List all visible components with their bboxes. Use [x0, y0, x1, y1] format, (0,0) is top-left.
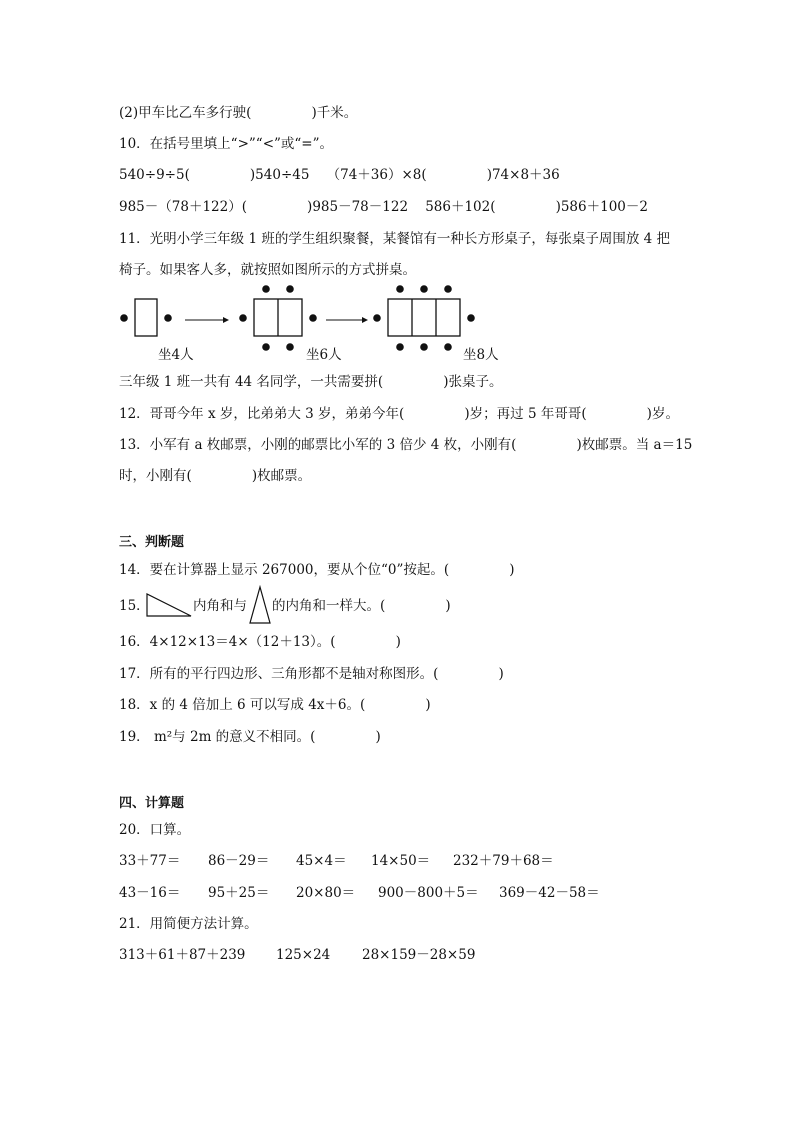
- caption-8: 坐8人: [463, 347, 499, 363]
- q17: 17．所有的平行四边形、三角形都不是轴对称图形。( ): [119, 666, 504, 682]
- simplify-item: 313＋61＋87＋239: [119, 947, 246, 963]
- chair-dot: [444, 285, 452, 293]
- q11-line1: 11．光明小学三年级 1 班的学生组织聚餐，某餐馆有一种长方形桌子，每张桌子周围放 4 把: [119, 231, 671, 247]
- simplify-item: 28×159－28×59: [362, 947, 476, 963]
- chair-dot: [396, 343, 404, 351]
- q15-middle: 内角和与: [193, 598, 247, 614]
- q18: 18．x 的 4 倍加上 6 可以写成 4x＋6。( ): [119, 697, 431, 713]
- q11-line3: 三年级 1 班一共有 44 名同学，一共需要拼( )张桌子。: [119, 374, 503, 390]
- chair-dot: [467, 314, 475, 322]
- isosceles-triangle-icon: [248, 585, 272, 625]
- q15-suffix: 的内角和一样大。( ): [272, 598, 451, 614]
- q13-line1: 13．小军有 a 枚邮票，小刚的邮票比小军的 3 倍少 4 枚，小刚有( )枚邮票。当 a＝15: [119, 437, 693, 453]
- q15-prefix: 15．: [119, 598, 150, 614]
- q19: 19． m²与 2m 的意义不相同。( ): [119, 729, 381, 745]
- chair-dot: [164, 314, 172, 322]
- chair-dot: [286, 285, 294, 293]
- simplify-item: 125×24: [276, 947, 331, 963]
- q20: 20．口算。: [119, 822, 191, 838]
- table-1: [135, 299, 157, 336]
- chair-dot: [444, 343, 452, 351]
- q10-row-b: 985－（78＋122）( )985－78－122 586＋102( )586＋100－2: [119, 199, 648, 215]
- chair-dot: [120, 314, 128, 322]
- chair-dot: [262, 285, 270, 293]
- caption-4: 坐4人: [158, 347, 194, 363]
- q10-row-a: 540÷9÷5( )540÷45 （74＋36）×8( )74×8＋36: [119, 167, 560, 183]
- chair-dot: [420, 285, 428, 293]
- q9-part2: (2)甲车比乙车多行驶( )千米。: [119, 105, 358, 121]
- q21: 21．用简便方法计算。: [119, 916, 258, 932]
- oral-calc-item: 900－800＋5＝: [378, 885, 479, 901]
- chair-dot: [420, 343, 428, 351]
- chair-dot: [262, 343, 270, 351]
- q12: 12．哥哥今年 x 岁，比弟弟大 3 岁，弟弟今年( )岁；再过 5 年哥哥( )岁。: [119, 406, 679, 422]
- q13-line2: 时，小刚有( )枚邮票。: [119, 468, 312, 484]
- section-3-heading: 三、判断题: [119, 535, 185, 550]
- oral-calc-item: 33＋77＝: [119, 853, 181, 869]
- table-3: [388, 299, 460, 336]
- chair-dot: [286, 343, 294, 351]
- chair-dot: [239, 314, 247, 322]
- oral-calc-item: 86－29＝: [208, 853, 270, 869]
- oral-calc-item: 14×50＝: [371, 853, 431, 869]
- caption-6: 坐6人: [306, 347, 342, 363]
- oral-calc-item: 20×80＝: [296, 885, 356, 901]
- right-triangle-icon: [145, 592, 193, 618]
- oral-calc-item: 232＋79＋68＝: [453, 853, 554, 869]
- oral-calc-item: 95＋25＝: [208, 885, 270, 901]
- q10-prompt: 10．在括号里填上“>”“<”或“=”。: [119, 136, 334, 152]
- section-4-heading: 四、计算题: [119, 796, 185, 811]
- chair-dot: [396, 285, 404, 293]
- oral-calc-item: 369－42－58＝: [499, 885, 600, 901]
- oral-calc-item: 45×4＝: [296, 853, 347, 869]
- q11-line2: 椅子。如果客人多，就按照如图所示的方式拼桌。: [119, 262, 416, 278]
- oral-calc-item: 43－16＝: [119, 885, 181, 901]
- chair-dot: [373, 314, 381, 322]
- q16: 16．4×12×13＝4×（12＋13）。( ): [119, 634, 401, 650]
- q14: 14．要在计算器上显示 267000，要从个位“0”按起。( ): [119, 562, 515, 578]
- chair-dot: [309, 314, 317, 322]
